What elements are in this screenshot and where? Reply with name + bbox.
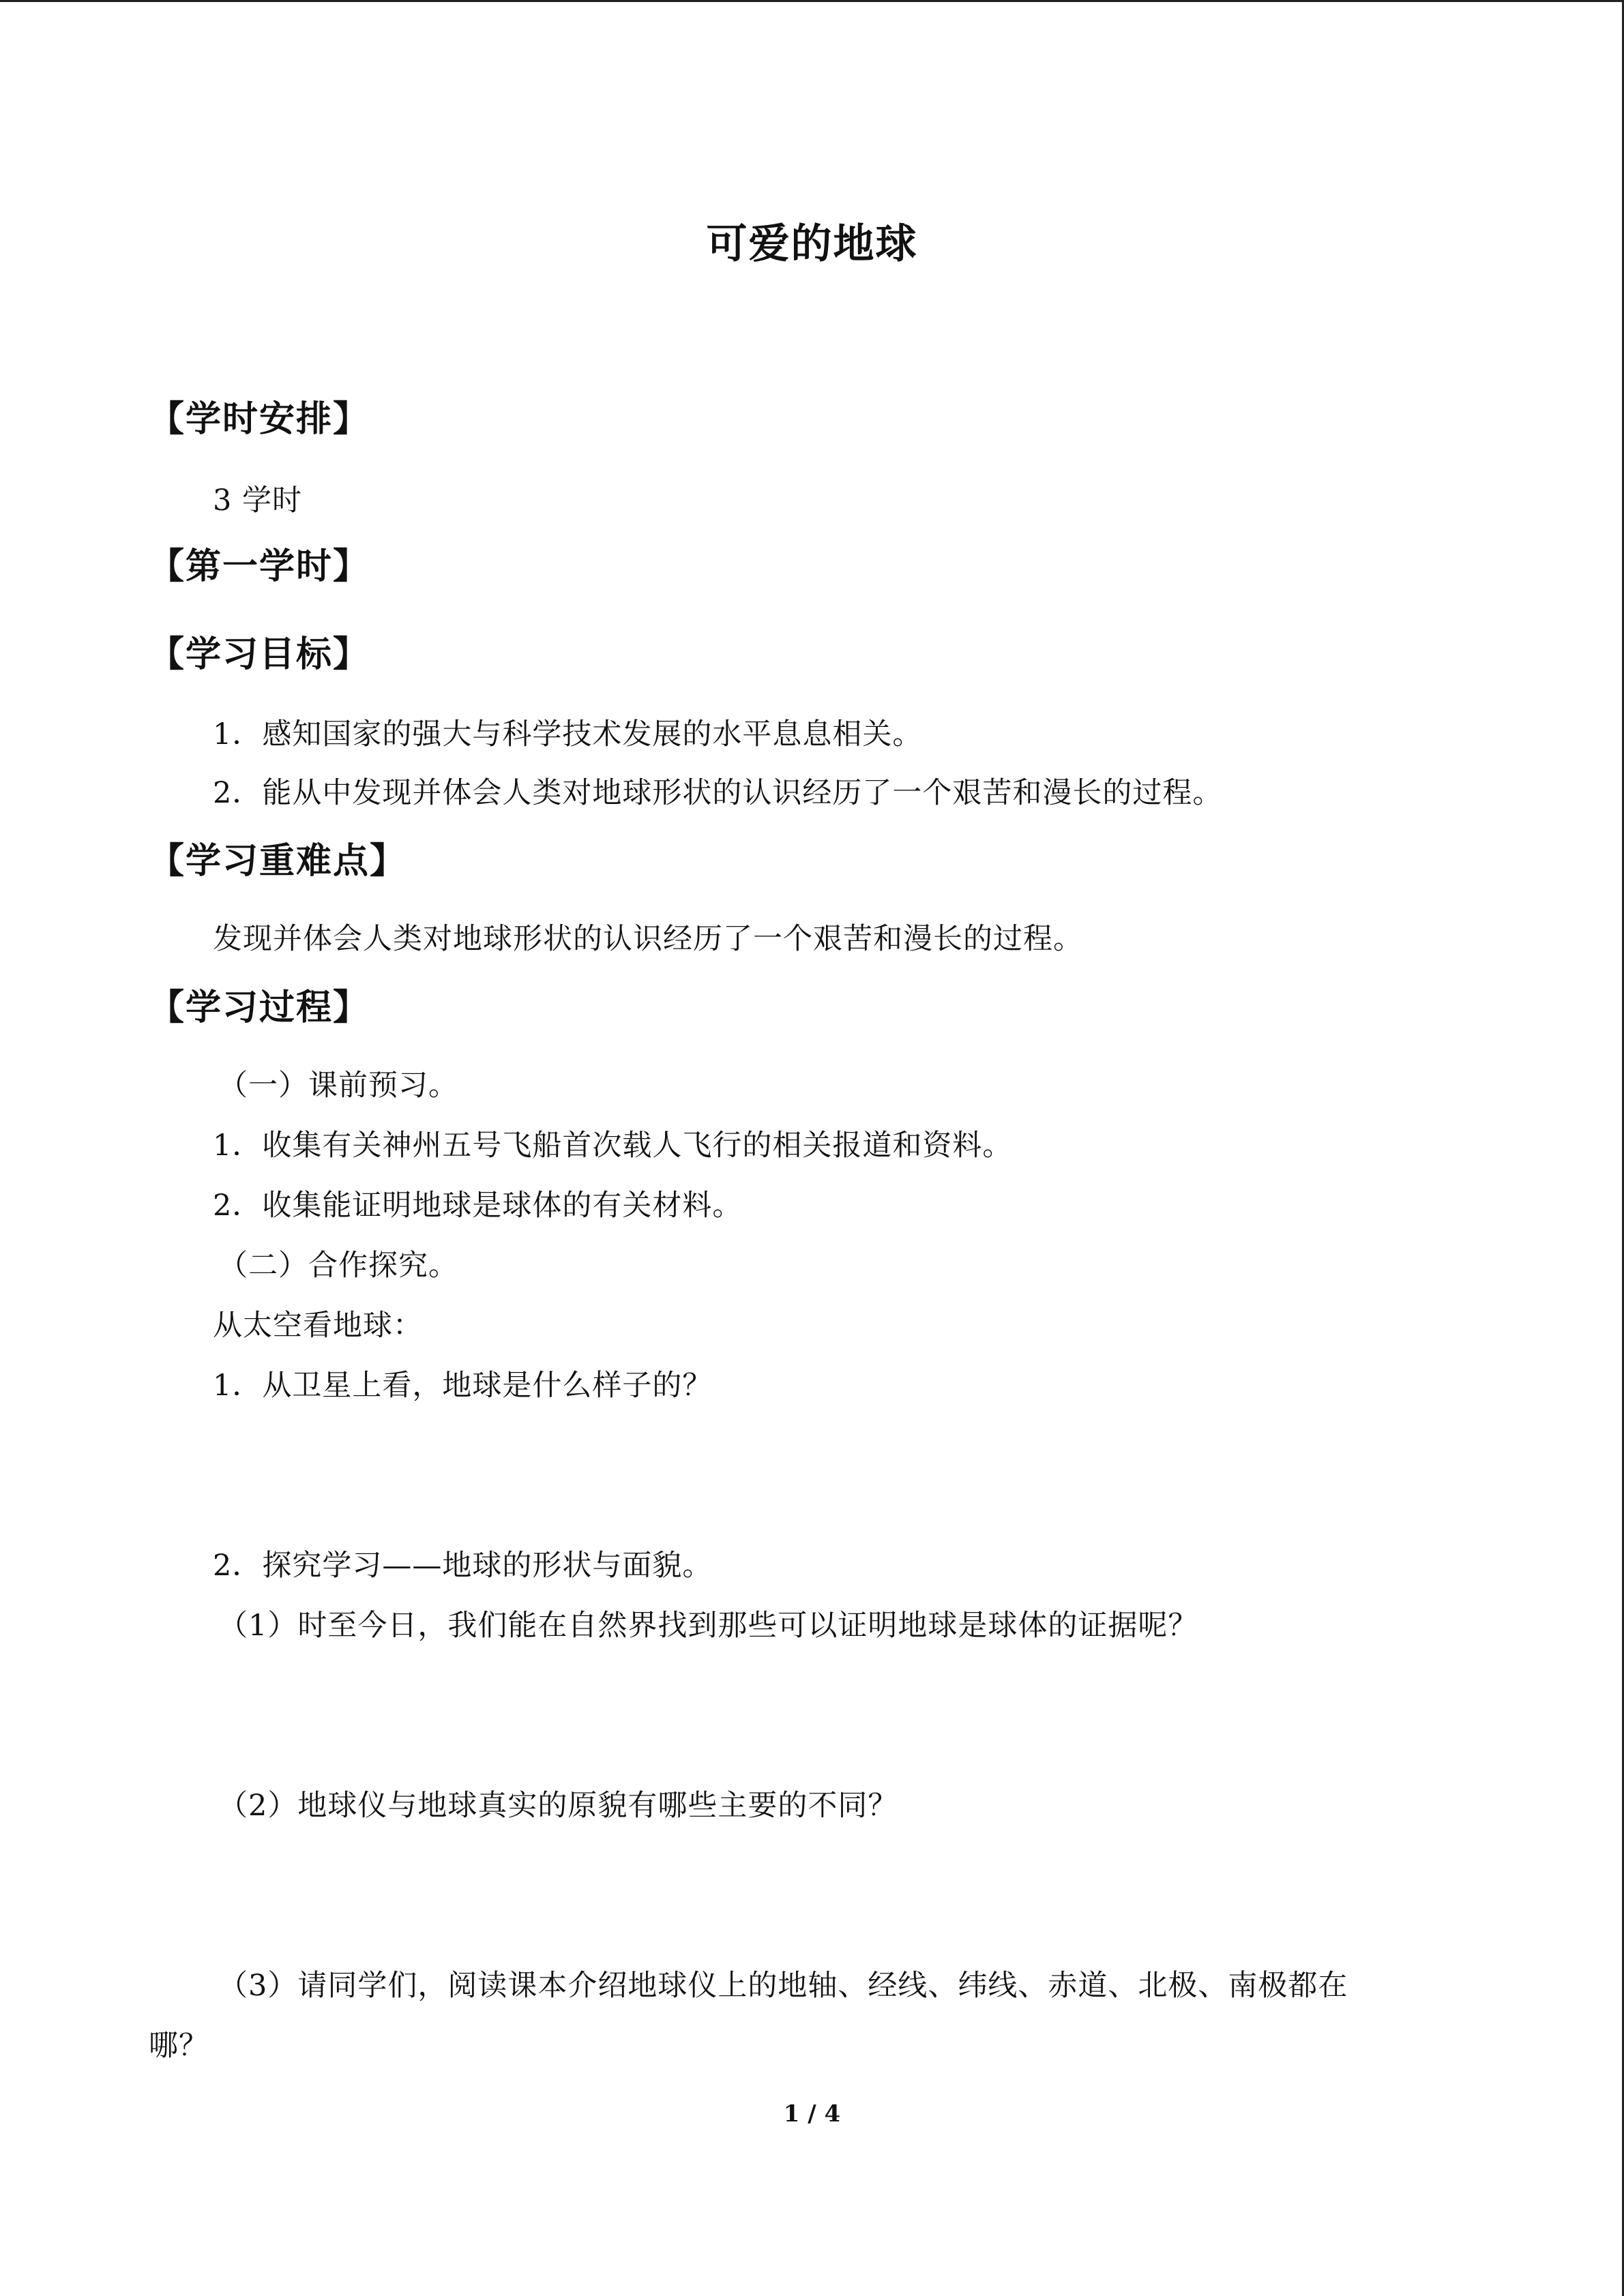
schedule-value: 3 学时 [213, 483, 303, 518]
key-heading: 【学习重难点】 [149, 841, 407, 882]
goal-item: 1．感知国家的强大与科学技术发展的水平息息相关。 [213, 717, 923, 751]
page-number: 1 / 4 [783, 2100, 841, 2128]
question-2-2: （2）地球仪与地球真实的原貌有哪些主要的不同？ [218, 1789, 898, 1823]
question-1: 1．从卫星上看，地球是什么样子的？ [213, 1369, 713, 1403]
preview-label: （一）课前预习。 [218, 1069, 458, 1103]
schedule-heading: 【学时安排】 [149, 399, 370, 440]
process-heading: 【学习过程】 [149, 987, 370, 1028]
question-2-3-line2: 哪？ [149, 2029, 209, 2063]
preview-item: 1．收集有关神州五号飞船首次载人飞行的相关报道和资料。 [213, 1129, 1013, 1163]
space-intro: 从太空看地球： [213, 1309, 423, 1343]
question-2: 2．探究学习——地球的形状与面貌。 [213, 1549, 713, 1583]
document-title: 可爱的地球 [706, 220, 918, 268]
preview-item: 2．收集能证明地球是球体的有关材料。 [213, 1189, 743, 1223]
lesson-heading: 【第一学时】 [149, 546, 370, 587]
explore-label: （二）合作探究。 [218, 1249, 458, 1283]
page-border-top [0, 0, 1624, 2]
goals-heading: 【学习目标】 [149, 634, 370, 675]
question-2-3-line1: （3）请同学们，阅读课本介绍地球仪上的地轴、经线、纬线、赤道、北极、南极都在 [218, 1969, 1348, 2003]
key-text: 发现并体会人类对地球形状的认识经历了一个艰苦和漫长的过程。 [213, 922, 1083, 956]
question-2-1: （1）时至今日，我们能在自然界找到那些可以证明地球是球体的证据呢？ [218, 1609, 1198, 1643]
goal-item: 2．能从中发现并体会人类对地球形状的认识经历了一个艰苦和漫长的过程。 [213, 776, 1223, 810]
